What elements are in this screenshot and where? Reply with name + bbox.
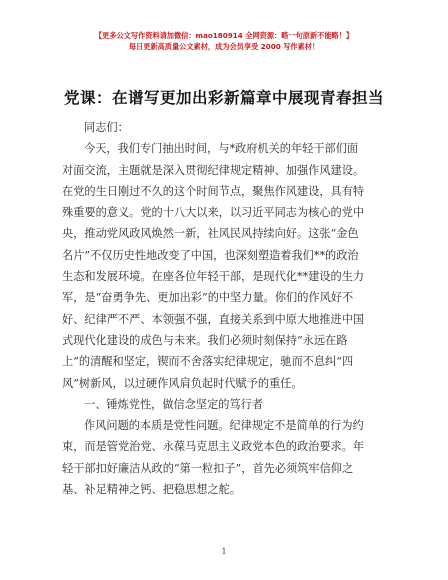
paragraph-1-line-1: 今天，我们专门抽出时间，与*政府机关的年轻干部们面 (84, 142, 359, 156)
paragraph-1-line-10: 式现代化建设的成色与未来。我们必须时刻保持“永远在路 (62, 333, 348, 347)
promo-banner (0, 30, 448, 52)
paragraph-1-line-2: 对面交流，主题就是深入贯彻纪律规定精神、加强作风建设。 (62, 163, 365, 177)
salutation: 同志们： (84, 121, 129, 134)
paragraph-1-line-6: 名片”不仅历史性地改变了中国，也深刻塑造着我们**的政治 (62, 248, 359, 262)
page-number: 1 (221, 547, 227, 556)
paragraph-2-line-3: 轻干部扣好廉洁从政的“第一粒扣子”，首先必须筑牢信仰之 (62, 461, 354, 475)
paragraph-1-line-7: 生态和发展环境。在座各位年轻干部，是现代化**建设的生力 (62, 270, 365, 284)
paragraph-2-line-2: 束，而是管党治党、永葆马克思主义政党本色的政治要求。年 (62, 440, 365, 454)
banner-line-1: 【更多公文写作资料请加微信：mao180914 全网资源：略一句原新不能略！】 (94, 31, 354, 40)
paragraph-1-line-5: 央，推动党风政风焕然一新，社风民风持续向好。这张“金色 (62, 227, 359, 241)
document-body (62, 117, 388, 500)
paragraph-1-line-11: 上”的清醒和坚定，锲而不舍落实纪律规定，驰而不息纠“四 (62, 355, 354, 369)
paragraph-1-line-8: 军，是“奋勇争先、更加出彩”的中坚力量。你们的作风好不 (62, 291, 354, 305)
paragraph-2-line-4: 基、补足精神之钙、把稳思想之舵。 (62, 483, 242, 497)
section-heading-1: 一、锤炼党性，做信念坚定的笃行者 (84, 397, 264, 411)
paragraph-1-line-12: 风”树新风，以过硬作风肩负起时代赋予的重任。 (62, 376, 303, 390)
document-title: 党课：在谱写更加出彩新篇章中展现青春担当 (63, 89, 384, 107)
paragraph-1-line-4: 殊重要的意义。党的十八大以来，以习近平同志为核心的党中 (62, 206, 365, 220)
paragraph-1-line-9: 好、纪律严不严、本领强不强，直接关系到中原大地推进中国 (62, 312, 365, 326)
paragraph-2-line-1: 作风问题的本质是党性问题。纪律规定不是简单的行为约 (84, 419, 364, 433)
banner-line-2: 每日更新高质量公文素材，成为会员享受 2000 写作素材！ (128, 42, 320, 51)
paragraph-1-line-3: 在党的生日刚过不久的这个时间节点，聚焦作风建设，具有特 (62, 184, 365, 198)
